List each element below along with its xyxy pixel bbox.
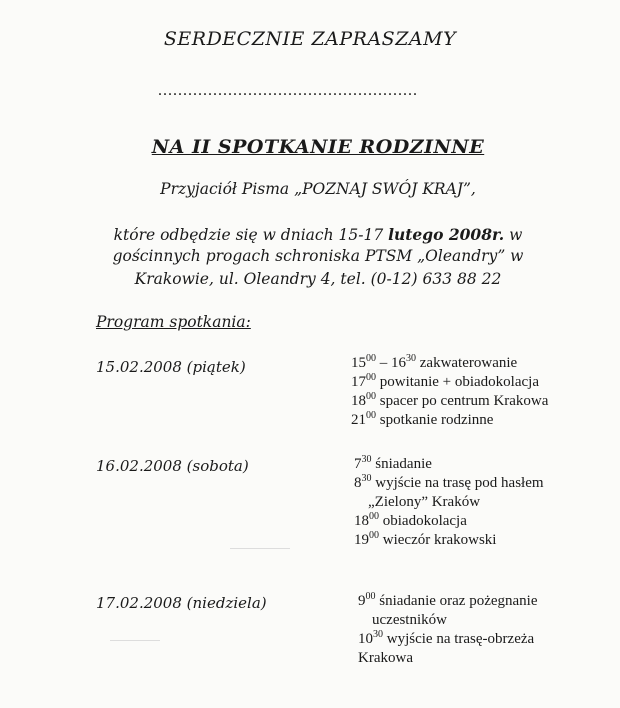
- intro-line-2: które odbędzie się w dniach 15-17 lutego 2008r. w: [113, 225, 523, 244]
- day-date-1: 15.02.2008 (piątek): [96, 358, 246, 376]
- name-placeholder-dots: ....................................................: [158, 82, 418, 99]
- schedule-item: Krakowa: [358, 650, 413, 666]
- day-schedule-3: [358, 592, 538, 668]
- event-title: NA II SPOTKANIE RODZINNE: [151, 136, 485, 158]
- scan-artifact: [110, 640, 160, 641]
- scan-artifact: [230, 548, 290, 549]
- day-schedule-2: [354, 455, 544, 550]
- event-dates: lutego 2008r.: [388, 225, 505, 244]
- schedule-item: $18^{00}$ spacer po centrum Krakowa: [351, 391, 549, 409]
- day-schedule-1: [351, 354, 548, 430]
- schedule-item: „Zielony” Kraków: [368, 494, 481, 510]
- schedule-item: $18^{00}$ obiadokolacja: [354, 511, 467, 529]
- intro-line-3: gościnnych progach schroniska PTSM „Oleandry” w: [112, 247, 524, 265]
- schedule-item: $21^{00}$ spotkanie rodzinne: [351, 410, 494, 428]
- schedule-item: $9^{00}$ śniadanie oraz pożegnanie: [358, 591, 538, 609]
- intro-line-1: Przyjaciół Pisma „POZNAJ SWÓJ KRAJ”,: [160, 180, 476, 198]
- schedule-item: $19^{00}$ wieczór krakowski: [354, 530, 497, 548]
- day-date-2: 16.02.2008 (sobota): [96, 457, 249, 475]
- schedule-item: $10^{30}$ wyjście na trasę-obrzeża: [358, 629, 535, 647]
- schedule-item: $15^{00} - 16^{30}$ zakwaterowanie: [351, 353, 518, 371]
- day-date-3: 17.02.2008 (niedziela): [96, 594, 267, 612]
- schedule-item: $17^{00}$ powitanie + obiadokolacja: [351, 372, 539, 390]
- intro-line-4: Krakowie, ul. Oleandry 4, tel. (0-12) 633 88 22: [134, 270, 502, 288]
- program-heading: Program spotkania:: [96, 313, 251, 331]
- schedule-item: uczestników: [372, 612, 447, 628]
- schedule-item: $7^{30}$ śniadanie: [354, 454, 432, 472]
- schedule-item: $8^{30}$ wyjście na trasę pod hasłem: [354, 473, 544, 491]
- invitation-heading: SERDECZNIE ZAPRASZAMY: [163, 28, 457, 50]
